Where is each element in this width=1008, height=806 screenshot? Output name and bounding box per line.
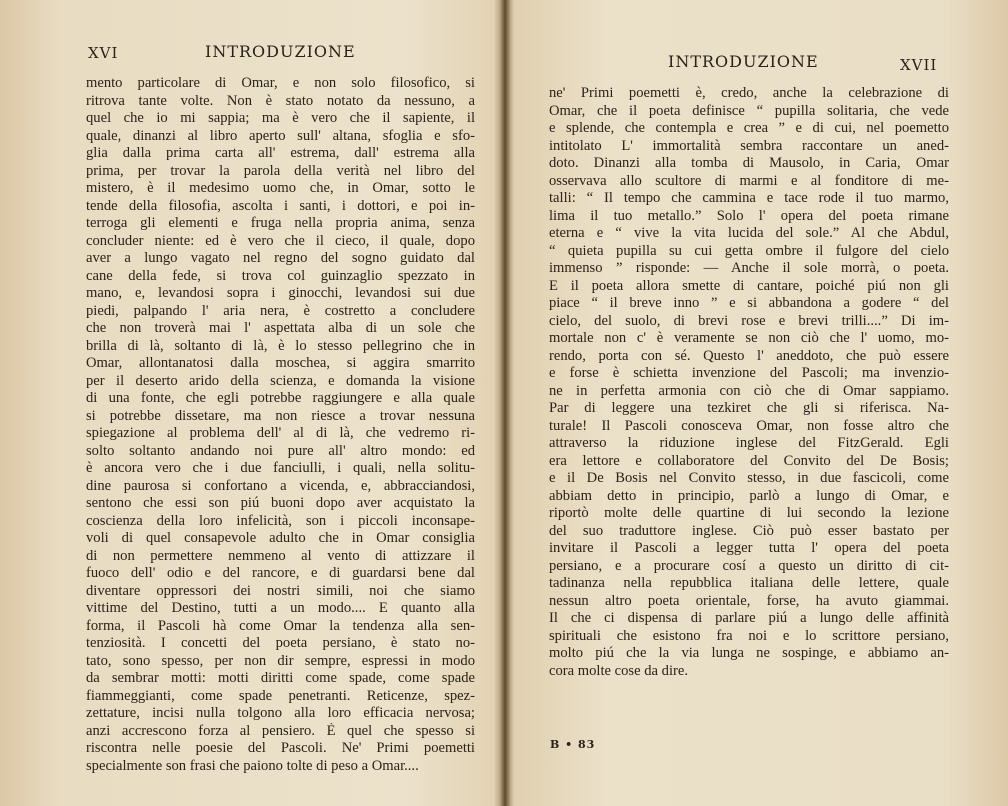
text-line: quale, dinanzi al libro aperto sull' altana, sfoglia e sfo-	[86, 127, 475, 144]
text-line: immenso ” risponde: — Anche il sole morrà, o poeta.	[549, 260, 949, 276]
text-line: prima, per trovar la parola della verità nel libro del	[86, 162, 475, 179]
text-line: mistero, è il medesimo uomo che, in Omar, sotto le	[86, 180, 475, 196]
text-line: invitare il Pascoli a legger tutta l' opera del poeta	[549, 540, 949, 556]
text-line: tato, sono spesso, per non dir sempre, espressi in modo	[86, 652, 475, 669]
text-line: eterna e “ vive la vita lucida del sole.” Al che Abdul,	[549, 225, 949, 241]
page-number-left: XVI	[88, 44, 119, 62]
text-line: terroga gli elementi e fruga nella propria anima, senza	[86, 215, 475, 231]
text-line: spirituali che esistono fra noi e lo scrittore persiano,	[549, 627, 949, 644]
text-line: e splende, che contempla e crea ” e di cui, nel poemetto	[549, 120, 949, 136]
text-line: riportò molte delle quartine di lui secondo la lezione	[549, 505, 949, 521]
text-line: cielo, del suolo, di brevi rose e brevi trilli....” Di im-	[549, 312, 949, 329]
text-line: per il deserto arido della scienza, e domanda la visione	[86, 372, 475, 389]
text-line: attraverso la riduzione inglese del FitzGerald. Egli	[549, 435, 949, 451]
text-line: cane della fede, si trova col guinzaglio spezzato in	[86, 267, 475, 284]
text-line: Par di leggere una tezkiret che gli si riferisca. Na-	[549, 400, 949, 416]
text-line: aver a lungo vagato nel regno del sogno guidato dal	[86, 250, 475, 266]
text-line: piace “ il breve inno ” e si abbandona a godere “ del	[549, 295, 949, 311]
text-line: molto piú che la via lunga ne sospinge, e abbiamo an-	[549, 645, 949, 661]
text-line: si potrebbe dissetare, ma non riesce a trovar nessuna	[86, 407, 475, 424]
text-line: Omar, allontanatosi dalla moschea, si aggira smarrito	[86, 355, 475, 371]
text-line: tadinanza nella repubblica italiana delle lettere, quale	[549, 575, 949, 591]
text-line: riscontra nelle poesie del Pascoli. Ne' Primi poemetti	[86, 740, 475, 756]
right-body-text	[549, 85, 949, 680]
text-line: osservava allo scultore di marmi e al fonditore di me-	[549, 172, 949, 189]
text-line: glia dalla prima carta all' estrema, dall' estrema alla	[86, 145, 475, 161]
text-line: e il De Bosis nel Convito stesso, in due fascicoli, come	[549, 470, 949, 486]
text-line: piedi, palpando l' aria nera, è costretto a concludere	[86, 302, 475, 319]
text-line: da sembrar motti: motti diritti come spade, come spade	[86, 670, 475, 686]
page-number-right: XVII	[900, 56, 938, 74]
text-line: cora molte cose da dire.	[549, 662, 688, 679]
text-line: lima il tuo metallo.” Solo l' opera del poeta rimane	[549, 207, 949, 224]
text-line: abbiam detto in principio, parlò a lungo di Omar, e	[549, 487, 949, 504]
text-line: intitolato L' immortalità sembra raccontare un aned-	[549, 137, 949, 154]
text-line: rendo, porta con sé. Questo l' aneddoto, che può essere	[549, 347, 949, 364]
text-line: fuoco dell' odio e del rancore, e di guardarsi bene dal	[86, 565, 475, 581]
right-page	[508, 0, 1008, 806]
running-head-right: INTRODUZIONE	[668, 52, 819, 71]
text-line: persiano, e a procurare cosí a questo un diritto di cit-	[549, 557, 949, 574]
text-line: ne in perfetta armonia con ciò che di Omar sappiamo.	[549, 382, 949, 399]
text-line: era lettore e collaboratore del Convito del De Bosis;	[549, 452, 949, 469]
text-line: tenziosità. I concetti del poeta persiano, è stato no-	[86, 635, 475, 651]
text-line: che non troverà mai l' aspettata alba di un sole che	[86, 320, 475, 336]
text-line: spiegazione al problema dell' al di là, che vedremo ri-	[86, 425, 475, 441]
text-line: concluder niente: ed è vero che il cieco, il quale, dopo	[86, 232, 475, 249]
text-line: talli: “ Il tempo che cammina e tace rode il tuo marmo,	[549, 190, 949, 206]
text-line: è ancora vero che i due fanciulli, i quali, nella solitu-	[86, 460, 475, 476]
text-line: brilla di là, soltanto di là, è lo stesso pellegrino che in	[86, 337, 475, 354]
text-line: e forse è schietta invenzione del Pascoli; ma invenzio-	[549, 365, 949, 381]
text-line: Omar, che il poeta definisce “ pupilla solitaria, che vede	[549, 102, 949, 119]
text-line: ritrova tante volte. Non è stato notato da nessuno, a	[86, 92, 475, 109]
text-line: zettature, incisi nulla tolgono alla loro efficacia nervosa;	[86, 705, 475, 721]
text-line: voli di quel consapevole adulto che in Omar consiglia	[86, 530, 475, 546]
running-head-left: INTRODUZIONE	[205, 42, 356, 61]
text-line: specialmente son frasi che paiono tolte di peso a Omar....	[86, 757, 419, 774]
text-line: solto soltanto andando noi pure all' altro mondo: ed	[86, 442, 475, 459]
text-line: forma, il Pascoli hà come Omar la tendenza alla sen-	[86, 617, 475, 634]
text-line: di non permettere nemmeno al vento di attizzare il	[86, 547, 475, 564]
text-line: di una fonte, che egli potrebbe raggiungere e alla quale	[86, 390, 475, 406]
text-line: quel che io mi sappia; ma è vero che il sapiente, il	[86, 110, 475, 126]
text-line: Il che ci dispensa di parlare piú a lungo delle affinità	[549, 610, 949, 626]
text-line: del suo traduttore inglese. Ciò può esser bastato per	[549, 522, 949, 539]
text-line: doto. Dinanzi alla tomba di Mausolo, in Caria, Omar	[549, 155, 949, 171]
text-line: turale! Il Pascoli conosceva Omar, non fosse altro che	[549, 417, 949, 434]
text-line: vittime del Destino, tutti a un modo.... E quanto alla	[86, 600, 475, 616]
text-line: sentono che essi son piú buoni dopo aver acquistato la	[86, 495, 475, 511]
text-line: fiammeggianti, come spade penetranti. Reticenze, spez-	[86, 687, 475, 704]
text-line: nessun altro poeta orientale, forse, ha avuto giammai.	[549, 592, 949, 609]
text-line: mortale non c' è veramente se non ciò che l' uomo, mo-	[549, 330, 949, 346]
text-line: E il poeta allora smette di cantare, poiché piú non gli	[549, 277, 949, 294]
text-line: mento particolare di Omar, e non solo filosofico, si	[86, 75, 475, 91]
left-body-text	[86, 75, 475, 775]
text-line: tende della filosofia, ascolta i santi, i dottori, e poi in-	[86, 197, 475, 214]
text-line: anzi accrescono forza al pensiero. È quel che spesso si	[86, 722, 475, 739]
text-line: diventare oppressori dei nostri simili, noi che siamo	[86, 582, 475, 599]
text-line: “ quieta pupilla su cui getta ombre il fulgore del cielo	[549, 242, 949, 259]
text-line: dine paurosa si confortano a vicenda, e, abbracciandosi,	[86, 477, 475, 494]
text-line: coscienza della loro infelicità, son i piccoli inconsape-	[86, 512, 475, 529]
signature-mark: B • 83	[550, 738, 596, 751]
text-line: ne' Primi poemetti è, credo, anche la celebrazione di	[549, 85, 949, 101]
text-line: mano, e, levandosi sopra i ginocchi, levandosi sui due	[86, 285, 475, 301]
